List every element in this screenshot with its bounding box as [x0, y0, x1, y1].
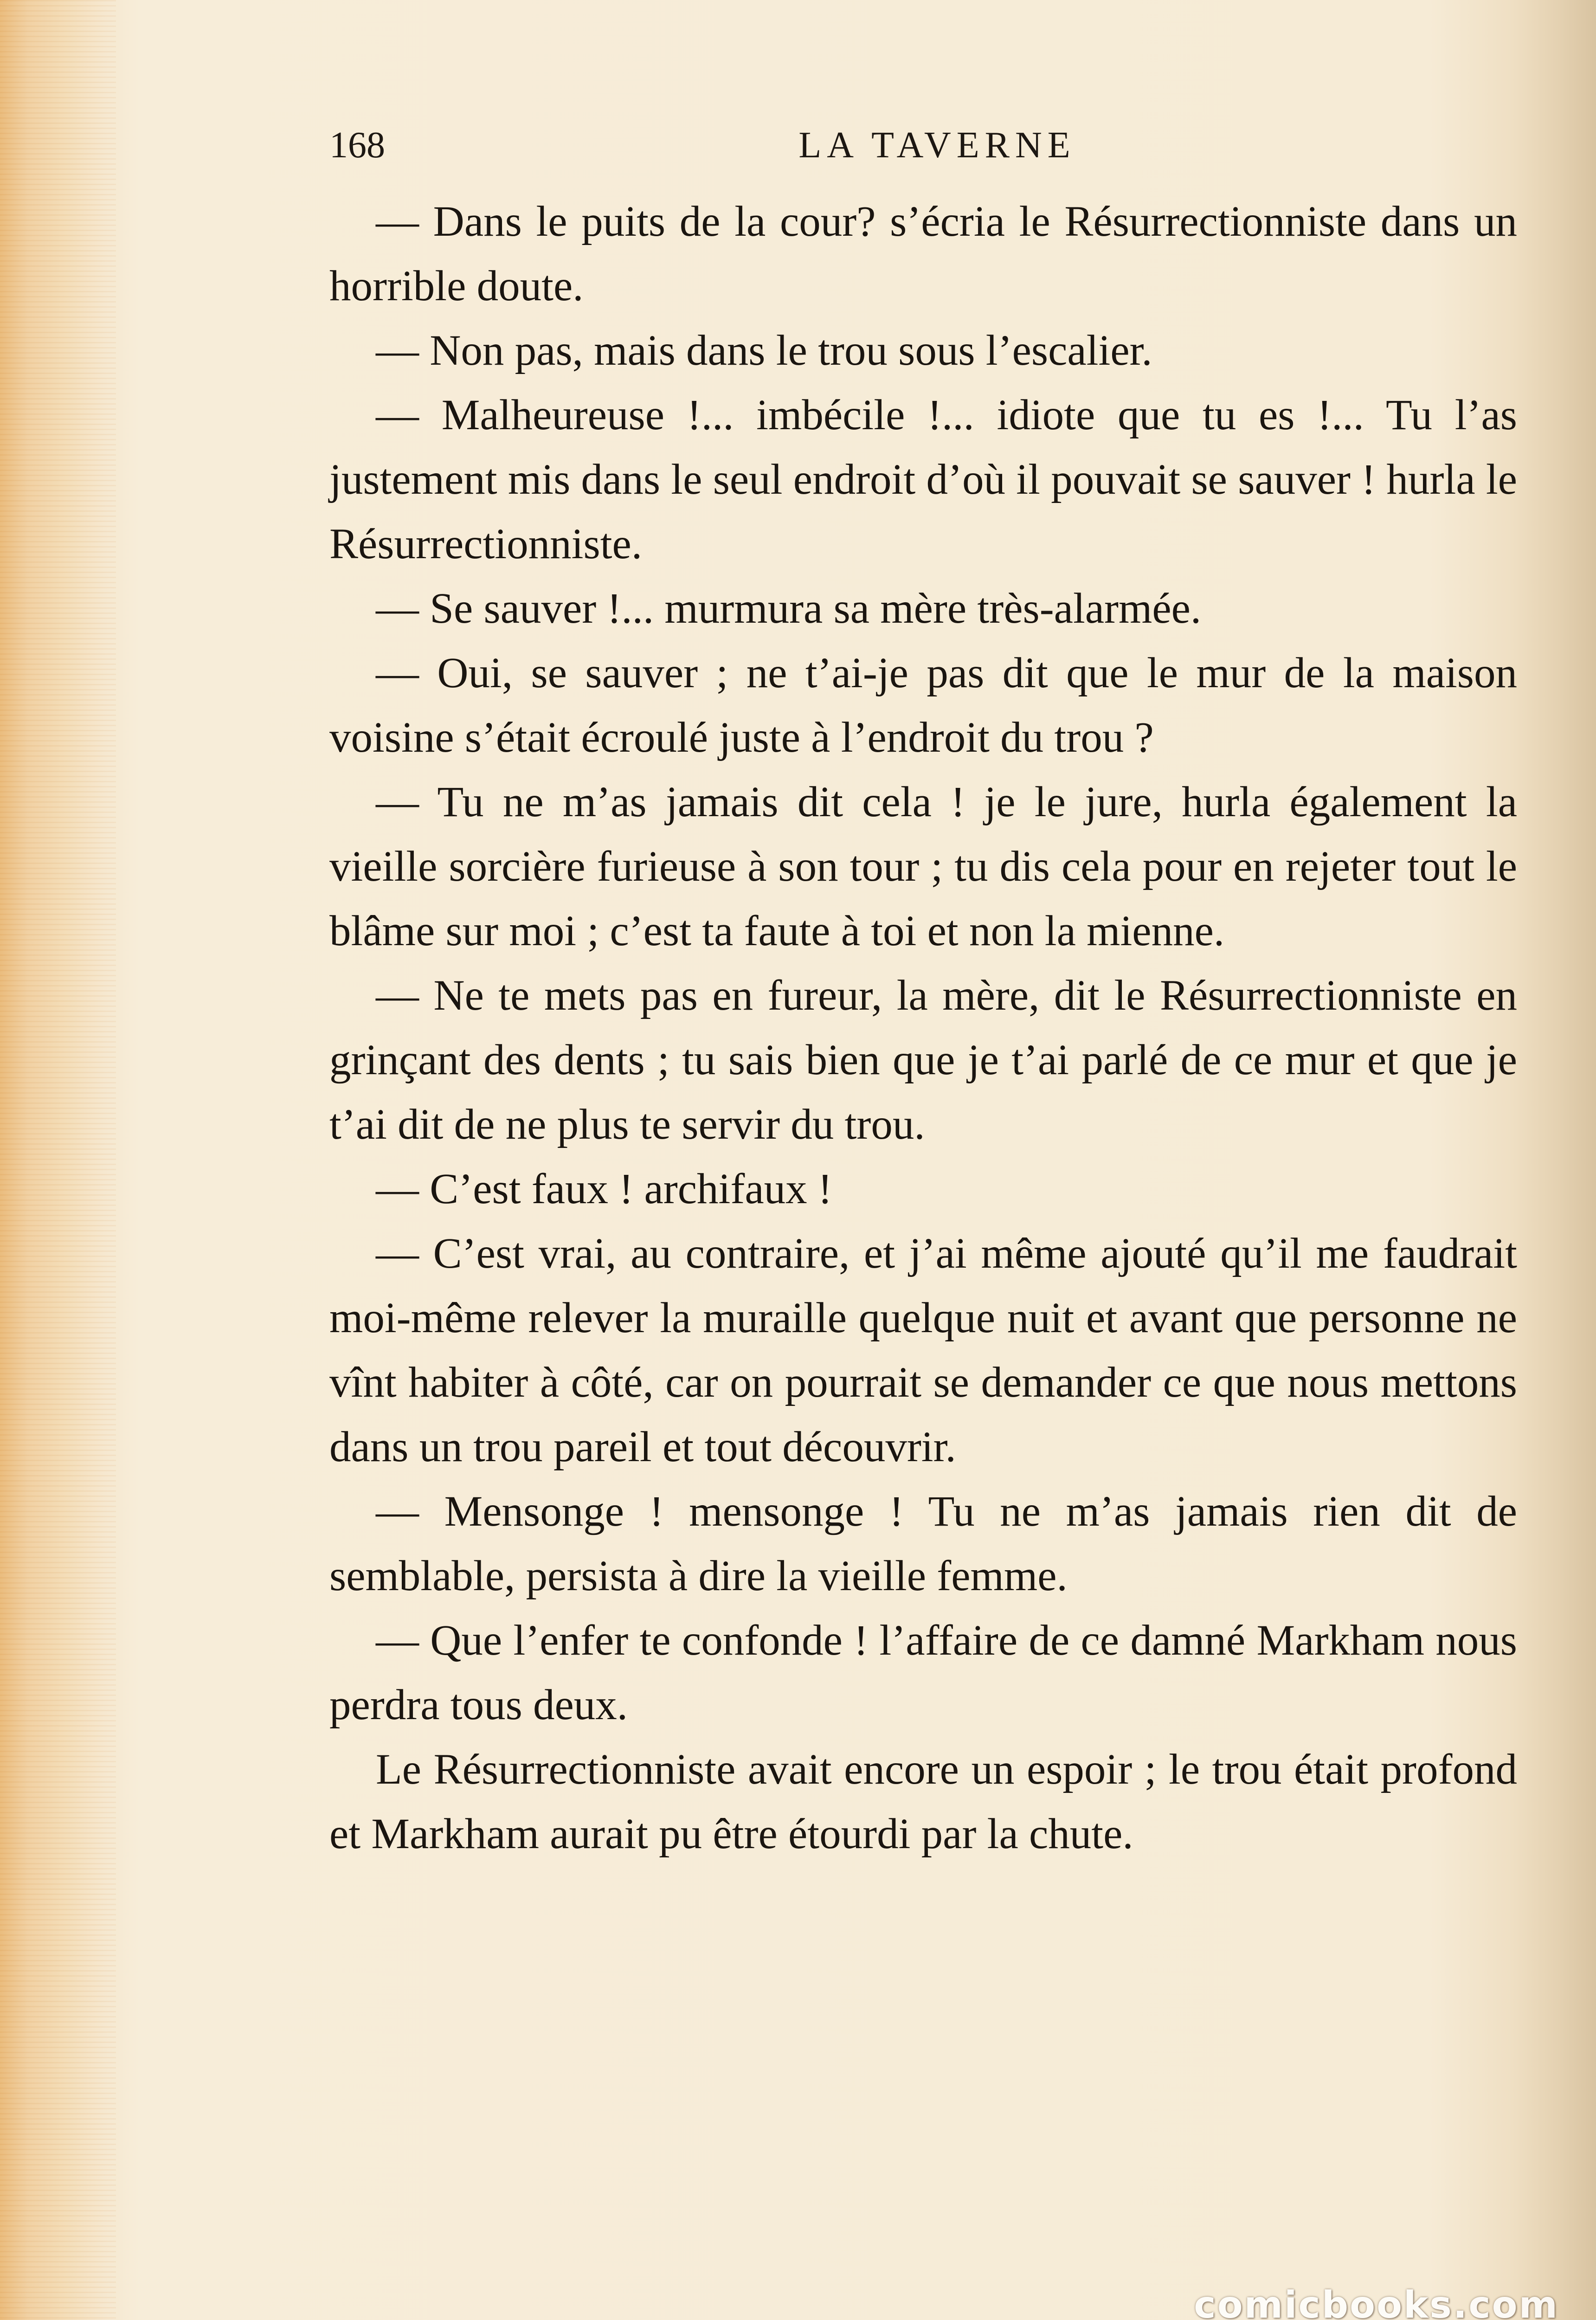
paragraph: — C’est faux ! archifaux ! — [376, 1165, 832, 1213]
paragraph: — Ne te mets pas en fureur, la mère, dit le Résurrectionniste en grinçant des dents ; tu sais bien que je t’ai parlé de ce mur et que je t’ai dit de ne plus te servir du trou. — [329, 972, 1517, 1148]
paragraph: — Que l’enfer te confonde ! l’affaire de ce damné Markham nous perdra tous deux. — [329, 1617, 1517, 1729]
body-text — [329, 189, 1517, 1866]
paragraph: — Malheureuse !... imbécile !... idiote que tu es !... Tu l’as justement mis dans le seul endroit d’où il pouvait se sauver ! hurla le Résurrectionniste. — [329, 391, 1517, 568]
paragraph: — Mensonge ! mensonge ! Tu ne m’as jamais rien dit de semblable, persista à dire la vieille femme. — [329, 1488, 1517, 1600]
paragraph: — Non pas, mais dans le trou sous l’escalier. — [376, 327, 1152, 374]
paragraph: — Tu ne m’as jamais dit cela ! je le jure, hurla également la vieille sorcière furieuse à son tour ; tu dis cela pour en rejeter tout le blâme sur moi ; c’est ta faute à toi et non la mienne. — [329, 778, 1517, 955]
paragraph: — C’est vrai, au contraire, et j’ai même ajouté qu’il me faudrait moi-même relever la muraille quelque nuit et avant que personne ne vînt habiter à côté, car on pourrait se demander ce que nous mettons dans un trou pareil et tout découvrir. — [329, 1230, 1517, 1471]
paragraph: Le Résurrectionniste avait encore un espoir ; le trou était profond et Markham aurait pu être étourdi par la chute. — [329, 1746, 1517, 1858]
page-number: 168 — [329, 125, 385, 166]
paragraph: — Se sauver !... murmura sa mère très-alarmée. — [376, 585, 1202, 632]
paragraph: — Oui, se sauver ; ne t’ai-je pas dit que le mur de la maison voisine s’était écroulé juste à l’endroit du trou ? — [329, 649, 1517, 761]
paragraph: — Dans le puits de la cour? s’écria le Résurrectionniste dans un horrible doute. — [329, 198, 1517, 310]
page-header — [329, 120, 1517, 171]
running-head: LA TAVERNE — [798, 125, 1076, 166]
watermark: comicbooks.com — [1194, 2283, 1559, 2320]
